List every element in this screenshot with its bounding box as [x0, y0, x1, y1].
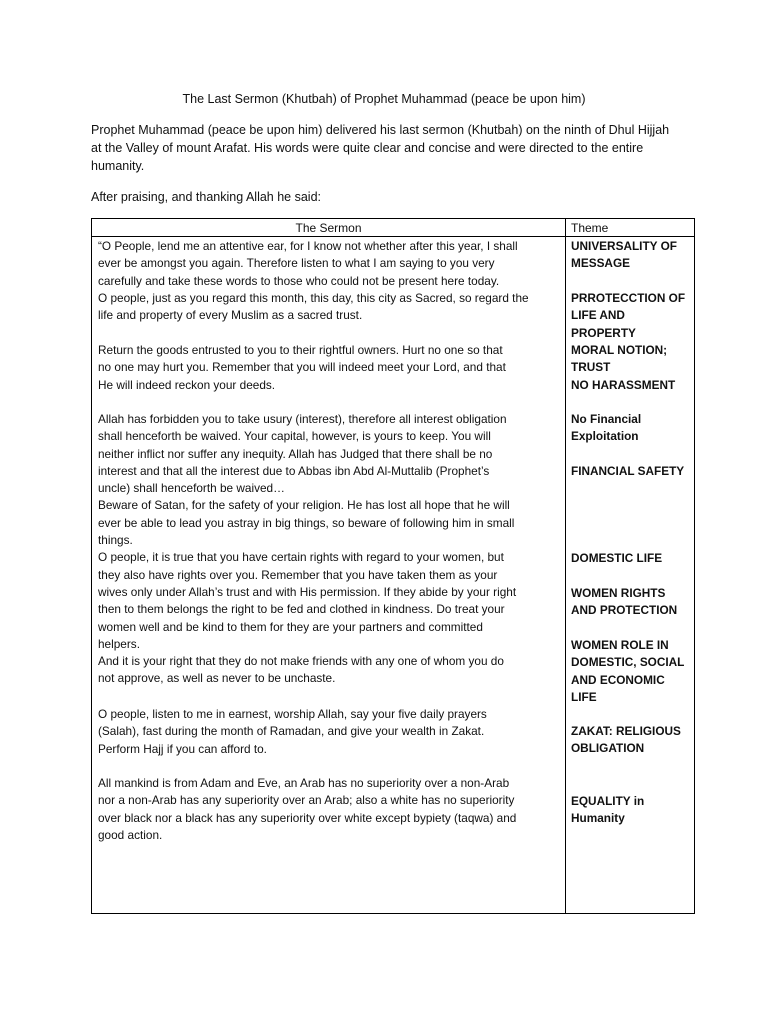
lead-sentence: After praising, and thanking Allah he said:: [91, 190, 322, 204]
theme-domestic-life: DOMESTIC LIFE: [571, 551, 663, 565]
theme-women-rights: WOMEN RIGHTS AND PROTECTION: [571, 586, 678, 618]
document-title: The Last Sermon (Khutbah) of Prophet Muhammad (peace be upon him): [182, 92, 586, 106]
intro-paragraph: Prophet Muhammad (peace be upon him) delivered his last sermon (Khutbah) on the ninth of Dhul Hijjah at the Valley of mount Arafat. His words were quite clear and concise and were directed to the entire humanity.: [91, 123, 670, 173]
sermon-block-5: All mankind is from Adam and Eve, an Arab has no superiority over a non-Arab nor a non-Arab has any superiority over an Arab; also a white has no superiority over black nor a black has any superiority over white except bypiety (taqwa) and good action.: [98, 776, 517, 842]
theme-financial-safety: FINANCIAL SAFETY: [571, 464, 685, 478]
sermon-block-2: Return the goods entrusted to you to their rightful owners. Hurt no one so that no one may hurt you. Remember that you will indeed meet your Lord, and that He will indeed reckon your deeds.: [98, 343, 506, 392]
sermon-table: [91, 218, 695, 914]
header-theme: Theme: [571, 221, 609, 235]
theme-women-role: WOMEN ROLE IN DOMESTIC, SOCIAL AND ECONOMIC LIFE: [571, 638, 685, 704]
sermon-block-4: O people, listen to me in earnest, worship Allah, say your five daily prayers (Salah), fast during the month of Ramadan, and give your wealth in Zakat. Perform Hajj if you can afford to.: [98, 707, 487, 756]
theme-moral-notion: MORAL NOTION; TRUST NO HARASSMENT: [571, 343, 676, 392]
theme-universality: UNIVERSALITY OF MESSAGE: [571, 239, 677, 271]
sermon-block-3: Allah has forbidden you to take usury (interest), therefore all interest obligation shall henceforth be waived. Your capital, however, is yours to keep. You will neither inflict nor suffer any inequity. Allah has Judged that there shall be no interest and that all the interest due to Abbas ibn Abd Al-Muttalib (Prophet’s uncle) shall henceforth be waived… Beware of Satan, for the safety of your religion. He has lost all hope that he will ever be able to lead you astray in big things, so beware of following him in small things. O people, it is true that you have certain rights with regard to your women, but they also have rights over you. Remember that you have taken them as your wives only under Allah’s trust and with His permission. If they abide by your right then to them belongs the right to be fed and clothed in kindness. Do treat your women well and be kind to them for they are your partners and committed helpers. And it is your right that they do not make friends with any one of whom you do not approve, as well as never to be unchaste.: [98, 412, 517, 686]
header-sermon: The Sermon: [295, 221, 362, 235]
theme-equality: EQUALITY in Humanity: [571, 794, 645, 826]
theme-zakat: ZAKAT: RELIGIOUS OBLIGATION: [571, 724, 681, 756]
theme-protection-life-property: PRROTECCTION OF LIFE AND PROPERTY: [571, 291, 686, 340]
column-divider: [565, 219, 566, 913]
theme-no-financial-exploitation: No Financial Exploitation: [571, 412, 642, 444]
header-divider: [92, 236, 694, 237]
sermon-block-1: “O People, lend me an attentive ear, for I know not whether after this year, I shall ever be amongst you again. Therefore listen to what I am saying to you very carefully and take these words to those who could not be present here today. O people, just as you regard this month, this day, this city as Sacred, so regard the life and property of every Muslim as a sacred trust.: [98, 239, 529, 323]
